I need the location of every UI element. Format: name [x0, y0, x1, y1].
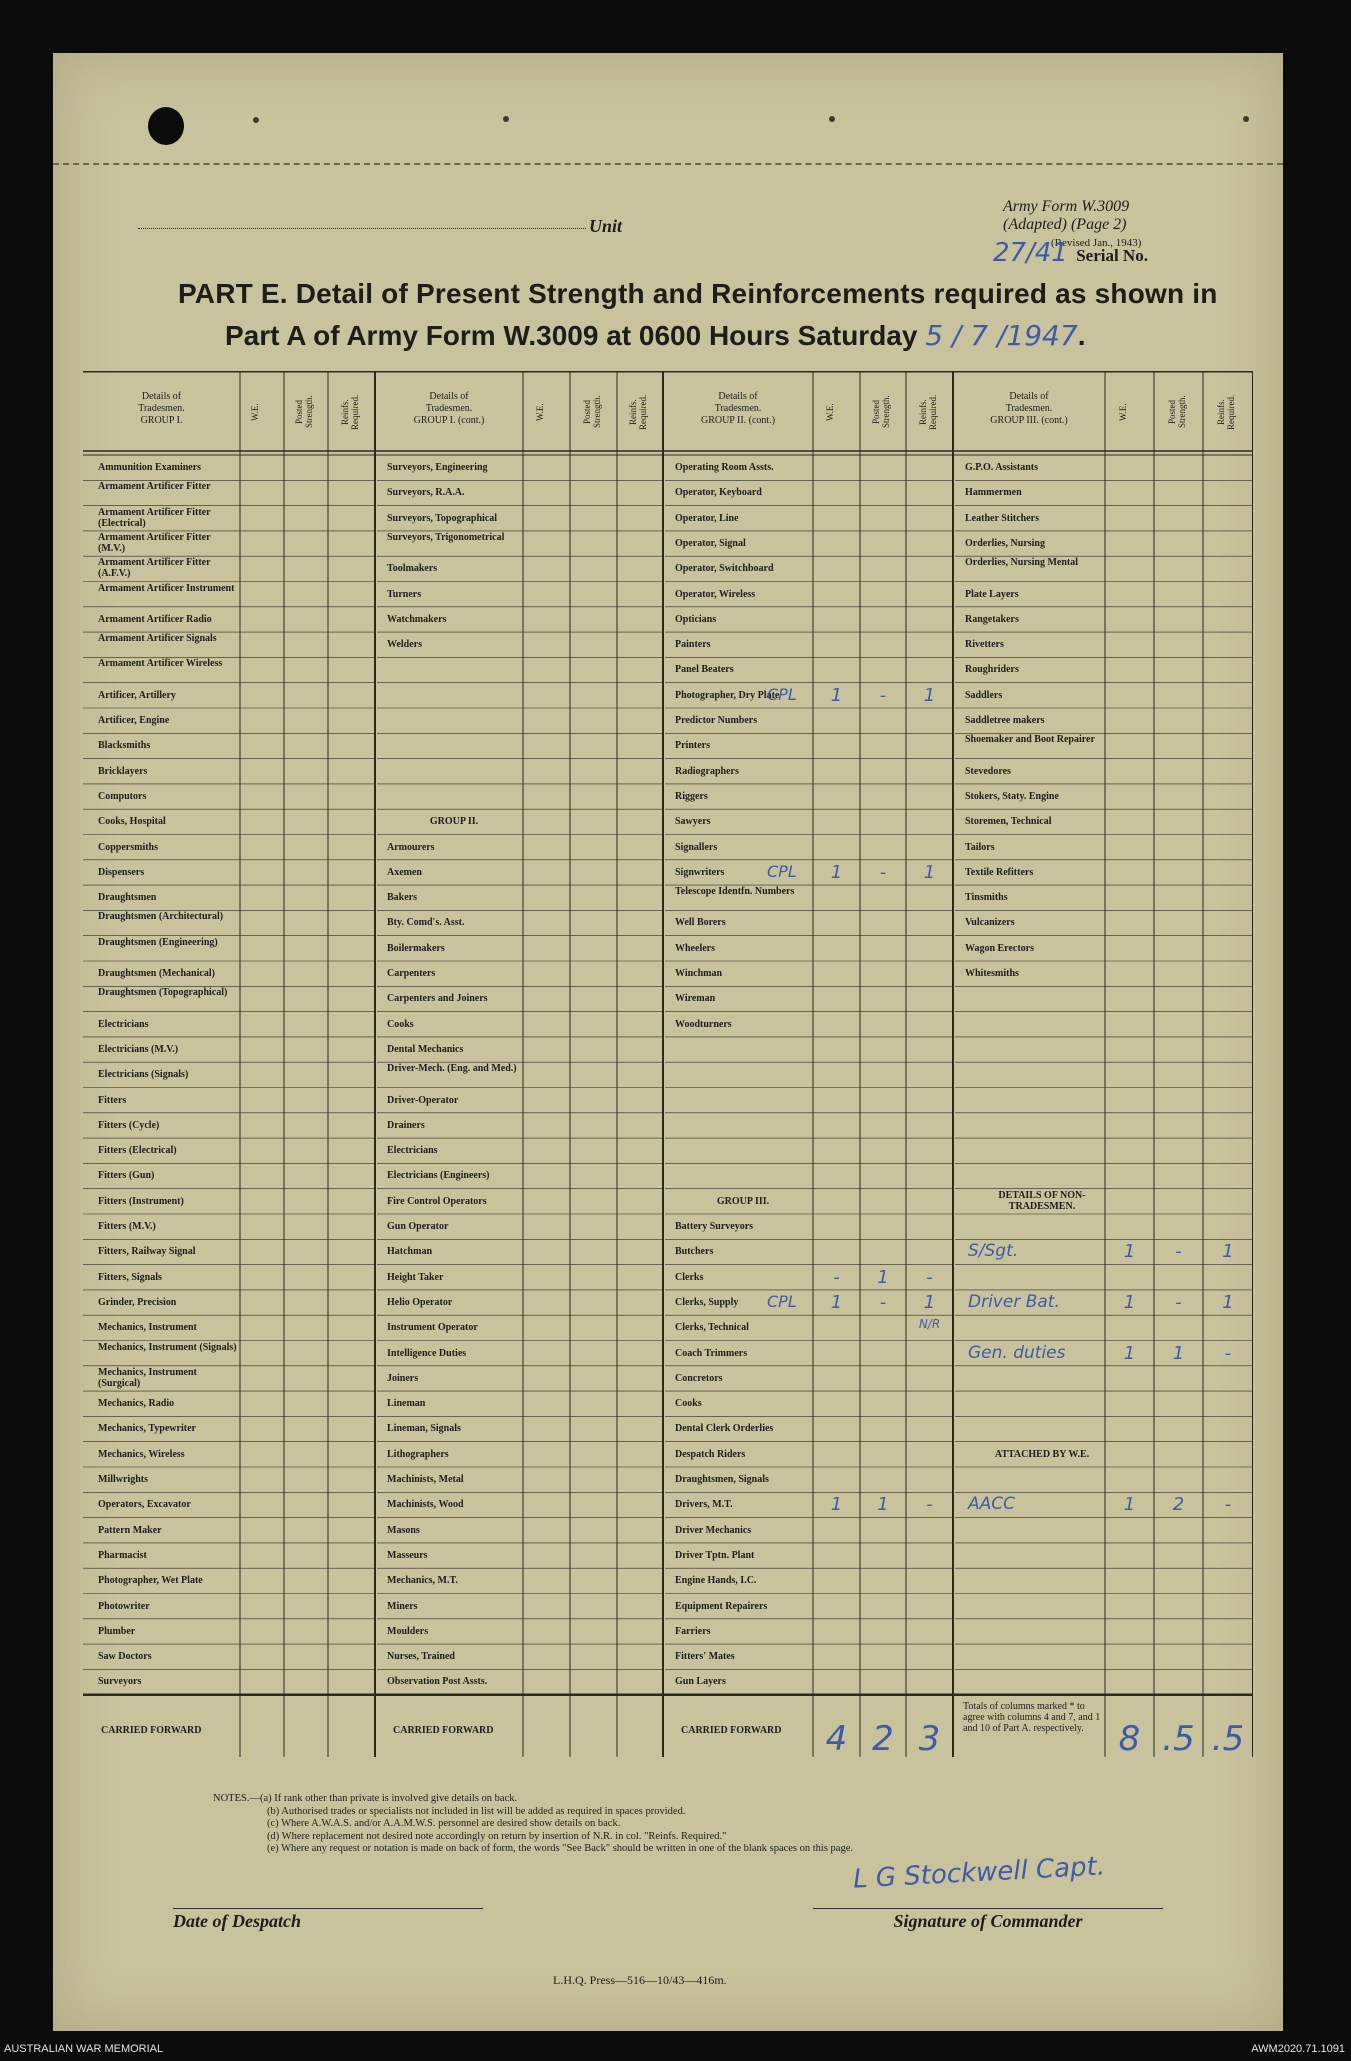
trade-label: Roughriders: [965, 664, 1019, 676]
trade-label: Fitters, Signals: [98, 1271, 162, 1283]
trade-label: Masons: [387, 1524, 420, 1536]
trade-label: Machinists, Metal: [387, 1474, 464, 1485]
strength-table: [83, 371, 1253, 1757]
column-header-details: Details of Tradesmen. GROUP III. (cont.): [990, 391, 1068, 426]
trade-label: Bty. Comd's. Asst.: [387, 917, 465, 929]
trade-label: Drainers: [387, 1119, 425, 1131]
signature-of-commander-label: Signature of Commander: [813, 1908, 1163, 1932]
trade-label: Fitters (Electrical): [98, 1145, 177, 1157]
revised-date: (Revised Jan., 1943): [1051, 237, 1142, 249]
handwritten-reinfs: -: [926, 1266, 933, 1288]
total-posted: 2: [872, 1718, 894, 1759]
trade-label: Electricians (M.V.): [98, 1043, 179, 1055]
pin-hole: [253, 117, 259, 123]
total-we: 8: [1118, 1718, 1141, 1759]
handwritten-we: 1: [830, 684, 843, 706]
column-header-reinfs: Reinfs. Required.: [1216, 394, 1236, 430]
trade-label: Pharmacist: [98, 1549, 147, 1561]
trade-label: Photographer, Dry Plate: [675, 689, 780, 701]
note-c: (c) Where A.W.A.S. and/or A.A.M.W.S. personnel are desired show details on back.: [267, 1818, 621, 1829]
trade-label: Millwrights: [98, 1474, 148, 1485]
pin-hole: [503, 116, 509, 122]
punch-holes: [53, 53, 1283, 163]
handwritten-we: 1: [830, 1494, 843, 1516]
note-d: (d) Where replacement not desired note accordingly on return by insertion of N.R. in col. "Reinfs. Required.": [267, 1830, 727, 1842]
trade-label: Orderlies, Nursing Mental: [965, 557, 1079, 569]
trade-label: Saddletree makers: [965, 715, 1045, 726]
trade-label: Fitters, Railway Signal: [98, 1246, 196, 1258]
trade-label: Woodturners: [675, 1018, 732, 1030]
carried-forward-label: CARRIED FORWARD: [101, 1724, 202, 1736]
handwritten-we: 1: [830, 1291, 843, 1313]
trade-label: Cooks: [675, 1398, 702, 1410]
trade-label: Moulders: [387, 1625, 429, 1637]
column-header-we: W.E.: [250, 403, 260, 421]
commander-signature: L G Stockwell Capt.: [852, 1851, 1106, 1895]
trade-label: Tailors: [965, 841, 995, 853]
trade-label: Driver Mechanics: [675, 1524, 752, 1536]
trade-label: Whitesmiths: [965, 968, 1019, 979]
table-grid-lines: [83, 371, 1253, 1757]
trade-label: Armament Artificer Instrument: [98, 582, 235, 594]
trade-label: Mechanics, Typewriter: [98, 1423, 196, 1435]
trade-label: Riggers: [675, 790, 708, 802]
trade-label: Artificer, Artillery: [98, 689, 176, 701]
handwritten-posted: 2: [1172, 1494, 1185, 1516]
trade-label: Surveyors, R.A.A.: [387, 487, 465, 499]
handwritten-reinfs: 1: [923, 684, 936, 706]
trade-label: Armament Artificer Fitter: [98, 481, 211, 493]
trade-label: Operator, Line: [675, 512, 739, 524]
trade-label: Hatchman: [387, 1246, 432, 1258]
trade-label: Operators, Excavator: [98, 1499, 191, 1511]
trade-label: Boilermakers: [387, 942, 445, 954]
trade-label: Armament Artificer Wireless: [98, 658, 223, 670]
handwritten-posted: 1: [1172, 1342, 1185, 1364]
trade-label: Cooks, Hospital: [98, 816, 166, 828]
trade-label: Ammunition Examiners: [98, 462, 202, 473]
trade-label: Despatch Riders: [675, 1448, 746, 1460]
trade-label: Carpenters: [387, 968, 436, 979]
subtitle-text: Part A of Army Form W.3009 at 0600 Hours Saturday: [225, 320, 918, 351]
trade-label: Clerks: [675, 1271, 704, 1283]
column-header-reinfs: Reinfs. Required.: [339, 394, 360, 430]
handwritten-posted: -: [1175, 1291, 1182, 1313]
trade-label: Predictor Numbers: [675, 715, 758, 726]
trade-label: Winchman: [675, 968, 723, 979]
trade-label: Signallers: [675, 841, 718, 853]
trade-label: Drivers, M.T.: [675, 1499, 733, 1511]
handwritten-reinfs: -: [1224, 1342, 1232, 1364]
trade-label: Battery Surveyors: [675, 1221, 754, 1232]
pin-hole: [1243, 116, 1249, 122]
date-of-despatch-label: Date of Despatch: [173, 1908, 483, 1932]
trade-label: Armament Artificer Radio: [98, 613, 212, 625]
trade-label: Nurses, Trained: [387, 1651, 455, 1663]
handwritten-reinfs: 1: [1222, 1291, 1234, 1313]
handwritten-reinfs: -: [1224, 1494, 1232, 1516]
trade-label: Grinder, Precision: [98, 1296, 177, 1308]
trade-label: Telescope Identfn. Numbers: [675, 886, 795, 898]
trade-label: Photowriter: [98, 1600, 150, 1612]
trade-label: Draughtsmen (Architectural): [98, 911, 224, 923]
trade-label: Shoemaker and Boot Repairer: [965, 734, 1095, 746]
trade-label: Rangetakers: [965, 613, 1019, 625]
column-header-details: Details of Tradesmen. GROUP I.: [138, 391, 185, 426]
trade-label: Surveyors, Trigonometrical: [387, 531, 505, 543]
trade-label: Surveyors, Topographical: [387, 512, 498, 524]
column-header-we: W.E.: [534, 403, 545, 421]
trade-label: Operating Room Assts.: [675, 462, 774, 473]
handwritten-posted: -: [1175, 1241, 1182, 1263]
form-paper: [53, 53, 1283, 2031]
column-header-posted: Posted Strength.: [581, 395, 602, 429]
total-reinfs: .5: [1211, 1718, 1245, 1759]
column-header-details: Details of Tradesmen. GROUP II. (cont.): [700, 391, 776, 426]
trade-label: Saddlers: [965, 689, 1003, 701]
trade-label: Lineman, Signals: [387, 1423, 461, 1435]
trade-label: Wagon Erectors: [965, 942, 1034, 954]
trade-label: Farriers: [675, 1625, 711, 1637]
serial-handwritten: 27/41: [993, 238, 1068, 268]
column-header-reinfs: Reinfs. Required.: [917, 394, 938, 430]
trade-label: Carpenters and Joiners: [387, 993, 488, 1005]
column-header-posted: Posted Strength.: [1166, 395, 1187, 429]
carried-forward-label: CARRIED FORWARD: [681, 1724, 782, 1736]
trade-label: Cooks: [387, 1018, 414, 1030]
press-imprint: L.H.Q. Press—516—10/43—416m.: [553, 1973, 727, 1987]
trade-label: Sawyers: [675, 816, 711, 828]
unit-label: Unit: [589, 216, 623, 236]
column-header-details: Details of Tradesmen. GROUP I. (cont.): [413, 391, 485, 426]
total-we: 4: [825, 1718, 848, 1759]
note-a: NOTES.—(a) If rank other than private is involved give details on back.: [213, 1793, 518, 1804]
page-subtitle: [225, 319, 1085, 352]
handwritten-posted: 1: [877, 1266, 889, 1288]
trade-label: Mechanics, Radio: [98, 1398, 175, 1410]
trade-label: Mechanics, Instrument (Signals): [98, 1341, 237, 1353]
handwritten-we: 1: [1123, 1291, 1136, 1313]
trade-label: Fitters (Cycle): [98, 1119, 160, 1131]
handwritten-we: 1: [1123, 1342, 1136, 1364]
trade-label: Draughtsmen (Engineering): [98, 936, 218, 948]
trade-label: Signwriters: [675, 866, 725, 878]
trade-label: Blacksmiths: [98, 740, 151, 752]
handwritten-rank: CPL: [767, 861, 797, 881]
trade-label: Surveyors: [98, 1676, 142, 1688]
trade-label: Well Borers: [675, 917, 726, 929]
trade-label: Stokers, Staty. Engine: [965, 790, 1059, 802]
handwritten-posted: 1: [877, 1494, 889, 1516]
perforation-line: [53, 163, 1283, 165]
trade-label: Opticians: [675, 613, 717, 625]
handwritten-reinfs: 1: [923, 1291, 936, 1313]
handwritten-we: 1: [830, 861, 843, 883]
trade-label: Draughtsmen (Mechanical): [98, 968, 215, 979]
punch-hole: [148, 107, 184, 145]
total-reinfs: 3: [918, 1718, 941, 1759]
trade-label: Butchers: [675, 1246, 714, 1258]
trade-label: Machinists, Wood: [387, 1499, 464, 1511]
serial-label: Serial No.: [1076, 246, 1148, 265]
trade-label: Welders: [387, 639, 422, 651]
trade-label: Wireman: [675, 993, 716, 1005]
trade-label: Clerks, Technical: [675, 1322, 749, 1334]
trade-label: Driver-Mech. (Eng. and Med.): [387, 1063, 517, 1075]
trade-label: Photographer, Wet Plate: [98, 1575, 203, 1587]
archive-credit: AUSTRALIAN WAR MEMORIAL: [4, 2043, 164, 2055]
handwritten-rank: CPL: [767, 1291, 797, 1311]
handwritten-name: S/Sgt.: [968, 1241, 1019, 1262]
trade-label: Mechanics, Instrument: [98, 1322, 197, 1334]
trade-label: Orderlies, Nursing: [965, 537, 1045, 549]
date-handwritten: 5 / 7 /1947: [925, 319, 1078, 352]
trade-label: Fitters: [98, 1094, 127, 1106]
date-period: .: [1077, 320, 1086, 351]
trade-label: Concretors: [675, 1372, 723, 1384]
adapted-page: (Adapted) (Page 2): [1003, 216, 1127, 233]
trade-label: Draughtsmen: [98, 892, 157, 904]
total-posted: .5: [1162, 1718, 1195, 1759]
column-header-we: W.E.: [824, 403, 835, 421]
trade-label: Armament Artificer Signals: [98, 633, 217, 645]
trade-label: Tinsmiths: [965, 892, 1008, 904]
trade-label: Coppersmiths: [98, 841, 159, 853]
trade-label: Driver-Operator: [387, 1094, 459, 1106]
trade-label: Pattern Maker: [98, 1524, 162, 1536]
handwritten-posted: -: [879, 684, 887, 706]
trade-label: Operator, Keyboard: [675, 487, 762, 499]
trade-label: Electricians: [387, 1145, 438, 1157]
column-header-posted: Posted Strength.: [871, 395, 891, 429]
trade-label: Joiners: [387, 1372, 419, 1384]
handwritten-reinfs: 1: [1222, 1241, 1234, 1263]
pin-hole: [829, 116, 835, 122]
trade-label: Clerks, Supply: [675, 1296, 739, 1308]
trade-label: Computors: [98, 790, 147, 802]
trade-label: Surveyors, Engineering: [387, 462, 488, 473]
trade-label: Rivetters: [965, 639, 1004, 651]
trade-label: Artificer, Engine: [98, 715, 170, 726]
trade-label: Toolmakers: [387, 563, 438, 575]
trade-label: Dental Clerk Orderlies: [675, 1423, 774, 1435]
trade-label: Watchmakers: [387, 613, 447, 625]
trade-label: Stevedores: [965, 765, 1011, 777]
trade-label: Mechanics, Wireless: [98, 1448, 185, 1460]
trade-label: Operator, Switchboard: [675, 563, 774, 575]
note-e: (e) Where any request or notation is made on back of form, the words "See Back" should be written in one of the blank spaces on this page.: [267, 1843, 854, 1854]
trade-label: Engine Hands, I.C.: [675, 1575, 757, 1587]
trade-label: Plate Layers: [965, 588, 1019, 600]
trade-label: Fitters (M.V.): [98, 1221, 156, 1232]
trade-label: Mechanics, M.T.: [387, 1575, 458, 1587]
trade-label: Electricians (Signals): [98, 1069, 189, 1081]
group-heading: ATTACHED BY W.E.: [994, 1448, 1090, 1460]
trade-label: Gun Layers: [675, 1676, 726, 1688]
trade-label: Fitters (Instrument): [98, 1195, 184, 1207]
trade-label: Hammermen: [965, 487, 1022, 499]
unit-blank: [138, 228, 586, 229]
handwritten-we: -: [833, 1266, 840, 1288]
page-title: PART E. Detail of Present Strength and Reinforcements required as shown in: [178, 278, 1218, 309]
trade-label: Operator, Signal: [675, 537, 746, 549]
trade-label: Driver Tptn. Plant: [675, 1549, 755, 1561]
totals-note: Totals of columns marked * to agree with columns 4 and 7, and 1 and 10 of Part A. respectively.: [963, 1700, 1101, 1734]
handwritten-name: Driver Bat.: [968, 1291, 1060, 1312]
trade-label: Operator, Wireless: [675, 588, 756, 600]
trade-label: Electricians (Engineers): [387, 1170, 490, 1182]
trade-label: Fire Control Operators: [387, 1195, 487, 1207]
handwritten-reinfs: N/R: [918, 1317, 941, 1332]
trade-label: Armourers: [387, 841, 435, 853]
handwritten-rank: CPL: [767, 684, 797, 704]
handwritten-we: 1: [1123, 1241, 1136, 1263]
trade-label: Helio Operator: [387, 1296, 453, 1308]
trade-label: Dispensers: [98, 866, 145, 878]
trade-label: Textile Refitters: [965, 866, 1034, 878]
serial-number: [993, 238, 1148, 268]
trade-label: Armament Artificer Fitter (M.V.): [98, 531, 211, 554]
group-heading: GROUP II.: [429, 816, 479, 828]
trade-label: Bricklayers: [98, 765, 148, 777]
trade-label: Instrument Operator: [387, 1322, 478, 1334]
trade-label: Gun Operator: [387, 1221, 449, 1232]
trade-label: Intelligence Duties: [387, 1347, 467, 1359]
archive-reference: AWM2020.71.1091: [1251, 2043, 1345, 2055]
trade-label: Leather Stitchers: [965, 512, 1039, 524]
trade-label: Painters: [675, 639, 711, 651]
column-header-reinfs: Reinfs. Required.: [628, 394, 648, 430]
trade-label: Masseurs: [387, 1549, 428, 1561]
trade-label: Plumber: [98, 1625, 136, 1637]
trade-label: Mechanics, Instrument (Surgical): [98, 1366, 197, 1389]
trade-label: Fitters (Gun): [98, 1170, 155, 1182]
handwritten-reinfs: -: [926, 1494, 933, 1516]
trade-label: Lithographers: [387, 1448, 449, 1460]
trade-label: Storemen, Technical: [965, 816, 1052, 828]
trade-label: Armament Artificer Fitter (Electrical): [98, 506, 211, 529]
trade-label: Height Taker: [387, 1271, 444, 1283]
trade-label: Turners: [387, 588, 422, 600]
trade-label: Saw Doctors: [98, 1651, 152, 1663]
note-b: (b) Authorised trades or specialists not included in list will be added as required in spaces provided.: [267, 1805, 686, 1817]
trade-label: Fitters' Mates: [675, 1651, 735, 1663]
group-heading: DETAILS OF NON-TRADESMEN.: [998, 1189, 1086, 1212]
trade-label: Draughtsmen, Signals: [675, 1474, 769, 1485]
trade-label: Electricians: [98, 1018, 149, 1030]
trade-label: Miners: [387, 1600, 418, 1612]
handwritten-we: 1: [1123, 1494, 1136, 1516]
trade-label: Equipment Repairers: [675, 1600, 768, 1612]
trade-label: Printers: [675, 740, 710, 752]
carried-forward-label: CARRIED FORWARD: [393, 1724, 494, 1736]
trade-label: Bakers: [387, 892, 417, 904]
handwritten-posted: -: [879, 1291, 887, 1313]
notes-section: [213, 1793, 1173, 1856]
trade-label: Armament Artificer Fitter (A.F.V.): [98, 557, 211, 580]
column-header-we: W.E.: [1117, 403, 1128, 421]
trade-label: Coach Trimmers: [675, 1347, 748, 1359]
trade-label: Wheelers: [675, 942, 715, 954]
trade-label: Axemen: [387, 866, 422, 878]
trade-label: Panel Beaters: [675, 664, 734, 676]
handwritten-posted: -: [879, 861, 887, 883]
group-heading: GROUP III.: [716, 1195, 770, 1207]
trade-label: Observation Post Assts.: [387, 1676, 488, 1688]
column-header-posted: Posted Strength.: [294, 395, 314, 429]
trade-label: Dental Mechanics: [387, 1043, 464, 1055]
trade-label: Vulcanizers: [965, 917, 1015, 929]
trade-label: Radiographers: [675, 765, 739, 777]
handwritten-name: AACC: [968, 1494, 1015, 1515]
trade-label: Draughtsmen (Topographical): [98, 987, 228, 999]
handwritten-name: Gen. duties: [968, 1342, 1066, 1363]
handwritten-reinfs: 1: [923, 861, 936, 883]
army-form-number: Army Form W.3009: [1003, 198, 1130, 215]
trade-label: Lineman: [387, 1398, 426, 1410]
trade-label: G.P.O. Assistants: [965, 462, 1038, 473]
